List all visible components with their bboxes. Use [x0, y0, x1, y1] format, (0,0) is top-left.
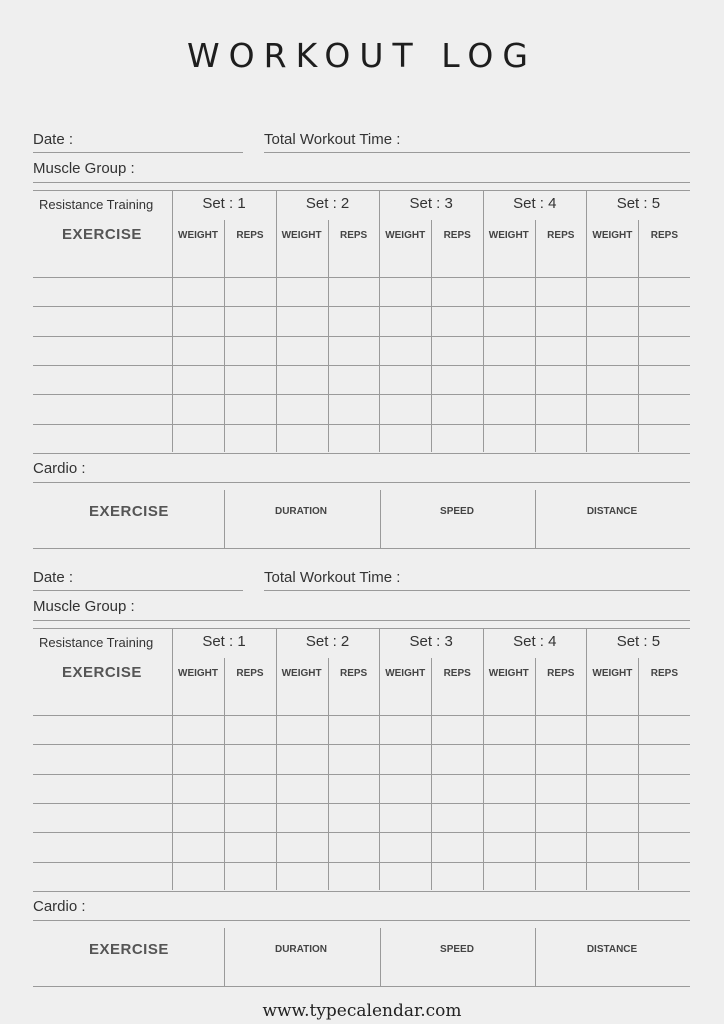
block-1-row-3-cell-9[interactable] [586, 336, 637, 365]
block-1-exercise-header: EXERCISE [62, 226, 142, 243]
block-2-total-time-label: Total Workout Time : [264, 569, 401, 586]
block-1-row-6-cell-7[interactable] [483, 424, 534, 453]
block-2-row-5-cell-3[interactable] [276, 832, 327, 861]
block-1-row-line-6 [33, 453, 690, 454]
block-2-row-6-cell-2[interactable] [224, 862, 275, 891]
block-2-row-5-cell-2[interactable] [224, 832, 275, 861]
block-1-row-4-cell-10[interactable] [638, 365, 689, 394]
block-1-exercise-row-6[interactable] [33, 424, 172, 453]
block-1-row-2-cell-2[interactable] [224, 306, 275, 335]
block-1-total-time-underline [264, 152, 690, 153]
block-2-row-4-cell-4[interactable] [327, 803, 378, 832]
block-1-row-2-cell-10[interactable] [638, 306, 689, 335]
block-2-row-2-cell-4[interactable] [327, 744, 378, 773]
block-1-set-2-weight-header: WEIGHT [281, 230, 322, 241]
block-2-row-2-cell-2[interactable] [224, 744, 275, 773]
block-1-row-3-cell-8[interactable] [535, 336, 586, 365]
block-2-row-2-cell-8[interactable] [535, 744, 586, 773]
block-1-date-underline [33, 152, 243, 153]
block-1-cardio-exercise-field[interactable] [33, 524, 223, 548]
block-2-set-4-header: Set : 4 [513, 633, 557, 650]
block-1-row-1-cell-8[interactable] [535, 277, 586, 306]
block-1-row-6-cell-8[interactable] [535, 424, 586, 453]
block-2-muscle-group-field[interactable] [155, 594, 690, 614]
block-1-row-6-cell-6[interactable] [431, 424, 482, 453]
block-2-row-6-cell-3[interactable] [276, 862, 327, 891]
block-1-cardio-speed-header: SPEED [440, 506, 474, 517]
block-2-row-3-cell-3[interactable] [276, 774, 327, 803]
block-2-row-5-cell-7[interactable] [483, 832, 534, 861]
block-1-total-time-field[interactable] [432, 127, 690, 147]
block-2-exercise-header: EXERCISE [62, 664, 142, 681]
block-2-row-6-cell-6[interactable] [431, 862, 482, 891]
block-2-set-5-header: Set : 5 [616, 633, 661, 650]
block-2-row-6-cell-10[interactable] [638, 862, 689, 891]
block-2-row-3-cell-4[interactable] [327, 774, 378, 803]
block-2-row-4-cell-9[interactable] [586, 803, 637, 832]
block-1-cardio-bottom-line [33, 548, 690, 549]
block-2-row-3-cell-10[interactable] [638, 774, 689, 803]
block-1-table-top-line [33, 190, 690, 191]
block-1-row-2-cell-1[interactable] [172, 306, 223, 335]
block-2-row-5-cell-9[interactable] [586, 832, 637, 861]
block-2-row-4-cell-10[interactable] [638, 803, 689, 832]
block-2-set-2-header: Set : 2 [305, 633, 350, 650]
block-2-cardio-speed-header: SPEED [440, 944, 474, 955]
block-1-row-5-cell-7[interactable] [483, 394, 534, 423]
block-1-exercise-row-2[interactable] [33, 306, 172, 335]
block-1-row-3-cell-5[interactable] [379, 336, 430, 365]
block-2-row-1-cell-8[interactable] [535, 715, 586, 744]
block-1-set-2-reps-header: REPS [339, 230, 368, 241]
block-2-set-1-reps-header: REPS [236, 668, 264, 679]
block-2-row-5-cell-4[interactable] [327, 832, 378, 861]
block-1-row-2-cell-8[interactable] [535, 306, 586, 335]
block-1-row-5-cell-9[interactable] [586, 394, 637, 423]
block-2-row-3-cell-6[interactable] [431, 774, 482, 803]
block-2-set-5-weight-header: WEIGHT [592, 668, 633, 679]
block-1-set-3-reps-header: REPS [443, 230, 471, 241]
block-2-row-6-cell-8[interactable] [535, 862, 586, 891]
block-2-set-4-reps-header: REPS [547, 668, 575, 679]
block-2-row-3-cell-5[interactable] [379, 774, 430, 803]
block-1-row-1-cell-4[interactable] [327, 277, 378, 306]
block-1-row-4-cell-5[interactable] [379, 365, 430, 394]
block-2-row-6-cell-1[interactable] [172, 862, 223, 891]
block-1-set-1-header: Set : 1 [202, 195, 246, 212]
block-1-set-1-weight-header: WEIGHT [178, 230, 218, 241]
block-1-row-3-cell-2[interactable] [224, 336, 275, 365]
footer-url: www.typecalendar.com [262, 1001, 462, 1021]
block-1-row-4-cell-3[interactable] [276, 365, 327, 394]
block-1-row-3-cell-7[interactable] [483, 336, 534, 365]
block-2-row-3-cell-8[interactable] [535, 774, 586, 803]
block-2-set-1-header: Set : 1 [202, 633, 246, 650]
block-1-row-1-cell-6[interactable] [431, 277, 482, 306]
block-1-cardio-distance-header: DISTANCE [586, 506, 638, 517]
block-1-row-3-cell-1[interactable] [172, 336, 223, 365]
block-2-cardio-field-1[interactable] [225, 962, 379, 986]
block-2-row-6-cell-4[interactable] [327, 862, 378, 891]
block-1-row-1-cell-3[interactable] [276, 277, 327, 306]
block-2-set-4-weight-header: WEIGHT [488, 668, 529, 679]
block-2-row-1-cell-1[interactable] [172, 715, 223, 744]
block-1-total-time-label: Total Workout Time : [264, 131, 401, 148]
block-2-row-1-cell-4[interactable] [327, 715, 378, 744]
block-2-set-1-weight-header: WEIGHT [178, 668, 218, 679]
block-2-row-4-cell-5[interactable] [379, 803, 430, 832]
block-2-set-3-header: Set : 3 [409, 633, 453, 650]
block-1-row-1-cell-2[interactable] [224, 277, 275, 306]
block-2-exercise-row-2[interactable] [33, 744, 172, 773]
block-2-row-5-cell-8[interactable] [535, 832, 586, 861]
block-2-cardio-field-3[interactable] [536, 962, 690, 986]
block-2-row-2-cell-1[interactable] [172, 744, 223, 773]
block-2-row-6-cell-7[interactable] [483, 862, 534, 891]
block-1-set-3-header: Set : 3 [409, 195, 453, 212]
block-1-row-1-cell-10[interactable] [638, 277, 689, 306]
block-1-resistance-label: Resistance Training [39, 197, 154, 212]
block-2-table-top-line [33, 628, 690, 629]
block-2-muscle-group-label: Muscle Group : [33, 598, 135, 615]
block-1-row-5-cell-2[interactable] [224, 394, 275, 423]
block-2-row-1-cell-5[interactable] [379, 715, 430, 744]
block-1-cardio-label: Cardio : [33, 460, 86, 477]
block-1-date-label: Date : [33, 131, 74, 148]
block-1-exercise-row-5[interactable] [33, 394, 172, 423]
block-2-set-2-weight-header: WEIGHT [281, 668, 322, 679]
block-2-cardio-bottom-line [33, 986, 690, 987]
block-1-exercise-row-1[interactable] [33, 277, 172, 306]
block-1-set-2-header: Set : 2 [305, 195, 350, 212]
block-2-row-4-cell-7[interactable] [483, 803, 534, 832]
block-2-row-5-cell-10[interactable] [638, 832, 689, 861]
block-2-row-5-cell-6[interactable] [431, 832, 482, 861]
block-2-exercise-row-5[interactable] [33, 832, 172, 861]
block-1-row-5-cell-10[interactable] [638, 394, 689, 423]
block-1-row-2-cell-7[interactable] [483, 306, 534, 335]
block-2-row-2-cell-3[interactable] [276, 744, 327, 773]
block-1-exercise-row-3[interactable] [33, 336, 172, 365]
block-2-row-3-cell-1[interactable] [172, 774, 223, 803]
block-1-row-5-cell-8[interactable] [535, 394, 586, 423]
block-1-set-3-weight-header: WEIGHT [385, 230, 426, 241]
block-1-row-5-cell-3[interactable] [276, 394, 327, 423]
block-1-row-4-cell-6[interactable] [431, 365, 482, 394]
block-1-row-3-cell-3[interactable] [276, 336, 327, 365]
block-2-cardio-label: Cardio : [33, 898, 86, 915]
block-2-row-3-cell-9[interactable] [586, 774, 637, 803]
block-1-row-2-cell-4[interactable] [327, 306, 378, 335]
block-1-cardio-top-line [33, 482, 690, 483]
block-1-set-5-weight-header: WEIGHT [592, 230, 633, 241]
block-2-row-1-cell-6[interactable] [431, 715, 482, 744]
block-1-row-1-cell-5[interactable] [379, 277, 430, 306]
block-1-row-5-cell-5[interactable] [379, 394, 430, 423]
block-2-row-1-cell-9[interactable] [586, 715, 637, 744]
block-1-row-5-cell-4[interactable] [327, 394, 378, 423]
block-2-set-5-reps-header: REPS [650, 668, 678, 679]
block-2-row-6-cell-5[interactable] [379, 862, 430, 891]
block-1-exercise-row-4[interactable] [33, 365, 172, 394]
block-1-muscle-group-underline [33, 182, 690, 183]
block-2-set-2-reps-header: REPS [339, 668, 368, 679]
block-2-row-3-cell-7[interactable] [483, 774, 534, 803]
block-2-row-3-cell-2[interactable] [224, 774, 275, 803]
block-2-set-3-reps-header: REPS [443, 668, 471, 679]
block-1-row-5-cell-1[interactable] [172, 394, 223, 423]
block-1-row-2-cell-6[interactable] [431, 306, 482, 335]
page-title: WORKOUT LOG [187, 36, 537, 75]
block-1-set-4-header: Set : 4 [513, 195, 557, 212]
block-1-row-4-cell-2[interactable] [224, 365, 275, 394]
block-1-date-field[interactable] [92, 127, 242, 147]
block-2-cardio-field-2[interactable] [381, 962, 535, 986]
block-1-row-6-cell-5[interactable] [379, 424, 430, 453]
block-1-row-6-cell-1[interactable] [172, 424, 223, 453]
block-1-row-4-cell-9[interactable] [586, 365, 637, 394]
block-2-row-4-cell-8[interactable] [535, 803, 586, 832]
block-2-row-1-cell-7[interactable] [483, 715, 534, 744]
block-1-set-5-header: Set : 5 [616, 195, 661, 212]
block-1-cardio-exercise-header: EXERCISE [89, 503, 169, 520]
block-2-cardio-top-line [33, 920, 690, 921]
block-2-row-line-6 [33, 891, 690, 892]
block-1-cardio-duration-header: DURATION [274, 506, 328, 517]
block-2-row-4-cell-2[interactable] [224, 803, 275, 832]
block-2-row-4-cell-1[interactable] [172, 803, 223, 832]
block-2-row-1-cell-3[interactable] [276, 715, 327, 744]
block-1-cardio-field-2[interactable] [381, 524, 535, 548]
block-2-row-6-cell-9[interactable] [586, 862, 637, 891]
block-1-row-3-cell-10[interactable] [638, 336, 689, 365]
block-1-row-4-cell-8[interactable] [535, 365, 586, 394]
block-1-row-1-cell-7[interactable] [483, 277, 534, 306]
block-1-row-6-cell-9[interactable] [586, 424, 637, 453]
block-1-row-2-cell-3[interactable] [276, 306, 327, 335]
block-1-set-4-weight-header: WEIGHT [488, 230, 529, 241]
block-2-exercise-row-6[interactable] [33, 862, 172, 891]
block-2-row-4-cell-3[interactable] [276, 803, 327, 832]
block-2-row-2-cell-6[interactable] [431, 744, 482, 773]
block-2-exercise-row-3[interactable] [33, 774, 172, 803]
block-2-cardio-distance-header: DISTANCE [586, 944, 638, 955]
block-2-date-underline [33, 590, 243, 591]
block-1-row-2-cell-9[interactable] [586, 306, 637, 335]
block-2-row-1-cell-10[interactable] [638, 715, 689, 744]
block-1-set-5-reps-header: REPS [650, 230, 678, 241]
block-1-row-2-cell-5[interactable] [379, 306, 430, 335]
block-1-muscle-group-label: Muscle Group : [33, 160, 135, 177]
block-2-exercise-row-4[interactable] [33, 803, 172, 832]
block-2-resistance-label: Resistance Training [39, 635, 154, 650]
block-1-cardio-field-1[interactable] [225, 524, 379, 548]
block-2-row-2-cell-7[interactable] [483, 744, 534, 773]
block-2-row-4-cell-6[interactable] [431, 803, 482, 832]
block-1-cardio-field-3[interactable] [536, 524, 690, 548]
block-2-row-2-cell-10[interactable] [638, 744, 689, 773]
block-2-row-5-cell-5[interactable] [379, 832, 430, 861]
block-1-row-5-cell-6[interactable] [431, 394, 482, 423]
block-2-row-1-cell-2[interactable] [224, 715, 275, 744]
block-2-date-field[interactable] [92, 565, 242, 585]
block-1-set-1-reps-header: REPS [236, 230, 264, 241]
block-1-row-4-cell-7[interactable] [483, 365, 534, 394]
block-2-row-5-cell-1[interactable] [172, 832, 223, 861]
block-2-cardio-exercise-field[interactable] [33, 962, 223, 986]
block-1-row-6-cell-2[interactable] [224, 424, 275, 453]
block-2-total-time-underline [264, 590, 690, 591]
block-1-row-4-cell-1[interactable] [172, 365, 223, 394]
block-1-muscle-group-field[interactable] [155, 156, 690, 176]
block-1-row-1-cell-9[interactable] [586, 277, 637, 306]
block-2-date-label: Date : [33, 569, 74, 586]
block-2-total-time-field[interactable] [432, 565, 690, 585]
block-1-row-3-cell-4[interactable] [327, 336, 378, 365]
block-2-exercise-row-1[interactable] [33, 715, 172, 744]
block-1-row-6-cell-10[interactable] [638, 424, 689, 453]
block-1-row-4-cell-4[interactable] [327, 365, 378, 394]
block-1-row-6-cell-3[interactable] [276, 424, 327, 453]
block-1-row-6-cell-4[interactable] [327, 424, 378, 453]
block-2-row-2-cell-5[interactable] [379, 744, 430, 773]
block-1-row-1-cell-1[interactable] [172, 277, 223, 306]
block-1-row-3-cell-6[interactable] [431, 336, 482, 365]
block-2-row-2-cell-9[interactable] [586, 744, 637, 773]
block-1-set-4-reps-header: REPS [547, 230, 575, 241]
block-2-cardio-duration-header: DURATION [274, 944, 328, 955]
block-2-muscle-group-underline [33, 620, 690, 621]
block-2-set-3-weight-header: WEIGHT [385, 668, 426, 679]
block-2-cardio-exercise-header: EXERCISE [89, 941, 169, 958]
